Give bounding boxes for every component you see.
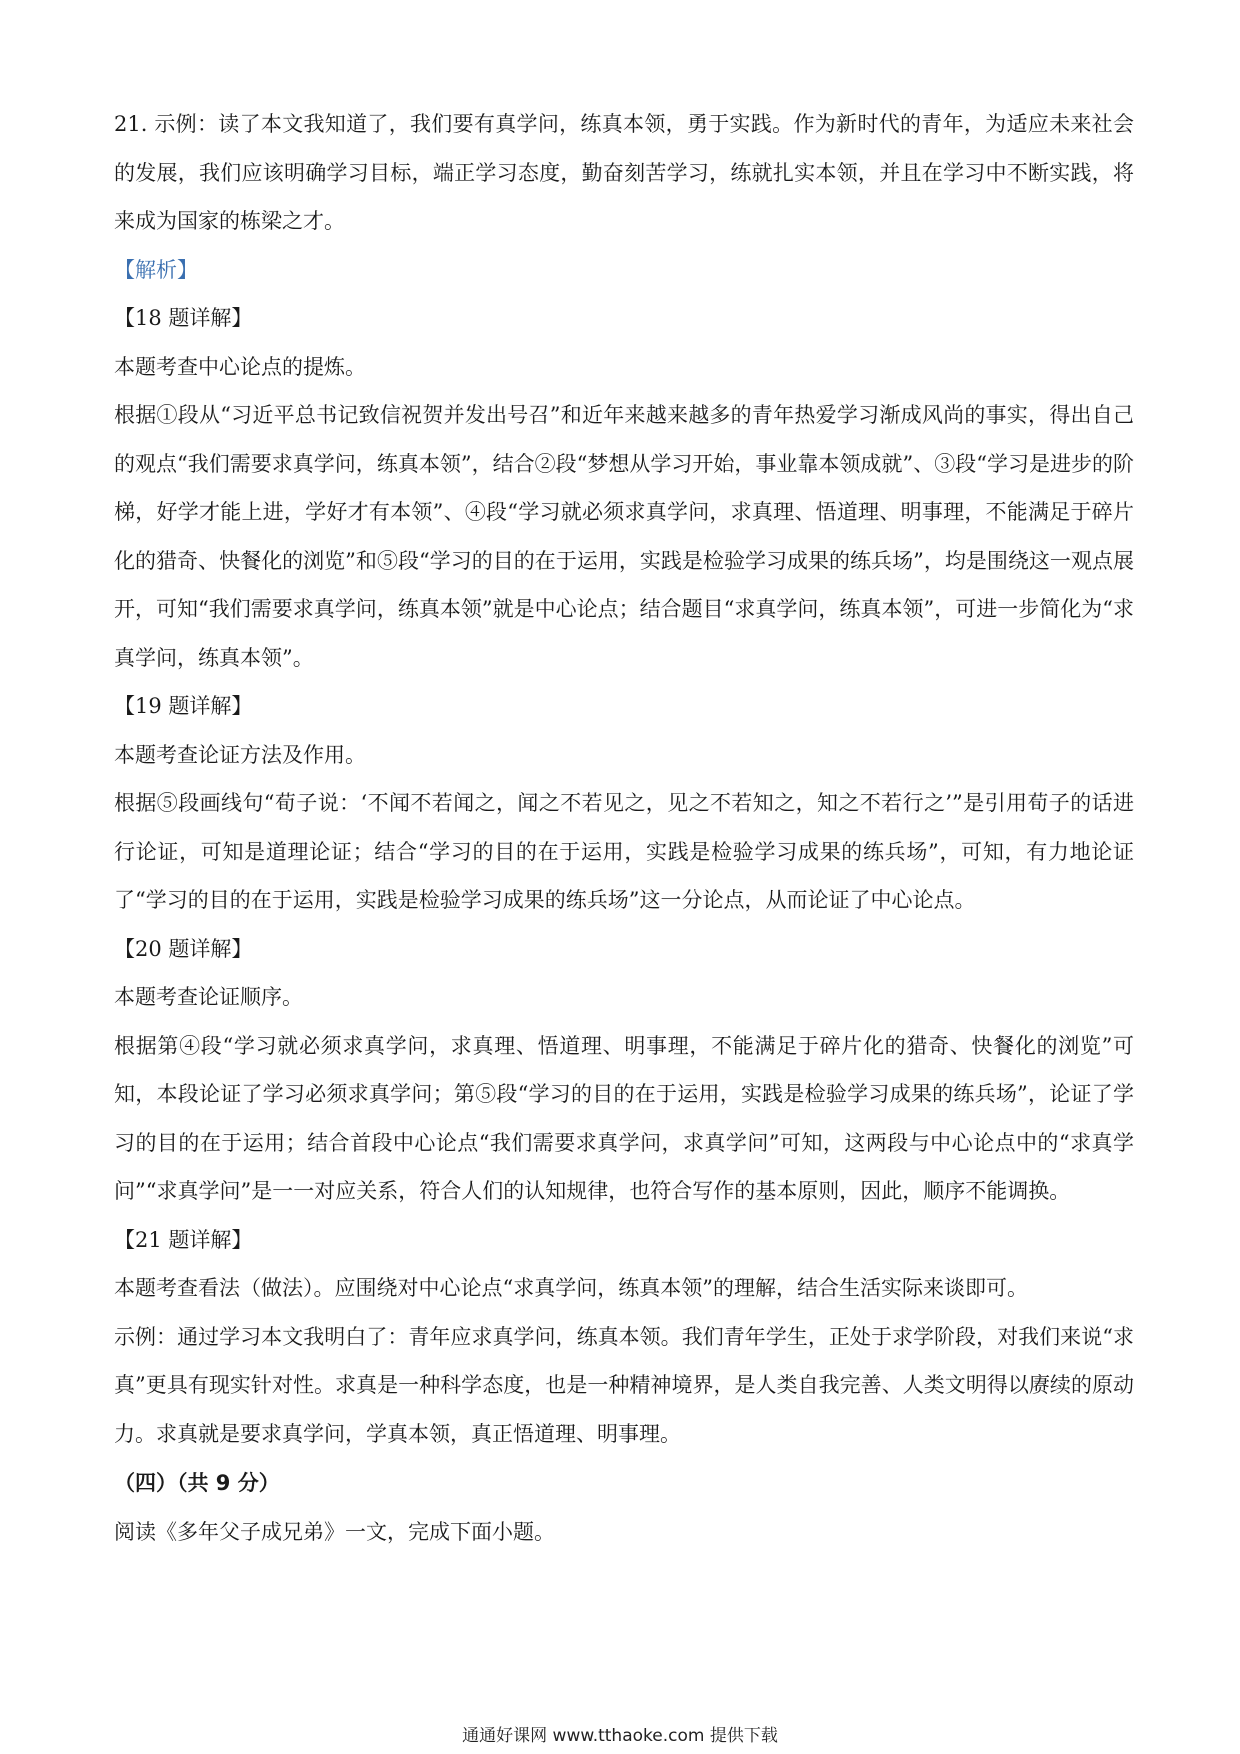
q18-heading: 【18 题详解】 <box>114 306 253 330</box>
section-4-instruction: 阅读《多年父子成兄弟》一文，完成下面小题。 <box>114 1520 555 1544</box>
q20-focus: 本题考查论证顺序。 <box>114 985 303 1009</box>
q18-body: 根据①段从“习近平总书记致信祝贺并发出号召”和近年来越来越多的青年热爱学习渐成风尚的事实，得出自己的观点“我们需要求真学问，练真本领”，结合②段“梦想从学习开始，事业靠本领成就”、③段“学习是进步的阶梯，好学才能上进，学好才有本领”、④段“学习就必须求真学问，求真理、悟道理、明事理，不能满足于碎片化的猎奇、快餐化的浏览”和⑤段“学习的目的在于运用，实践是检验学习成果的练兵场”，均是围绕这一观点展开，可知“我们需要求真学问，练真本领”就是中心论点；结合题目“求真学问，练真本领”，可进一步简化为“求真学问，练真本领”。 <box>114 403 1134 670</box>
page-footer: 通通好课网 www.tthaoke.com 提供下载 <box>462 1726 778 1746</box>
answer-21-paragraph: 21. 示例：读了本文我知道了，我们要有真学问，练真本领，勇于实践。作为新时代的青年，为适应未来社会的发展，我们应该明确学习目标，端正学习态度，勤奋刻苦学习，练就扎实本领，并且在学习中不断实践，将来成为国家的栋梁之才。 <box>114 112 1134 233</box>
document-page <box>114 100 1134 1557</box>
q21-focus: 本题考查看法（做法）。应围绕对中心论点“求真学问，练真本领”的理解，结合生活实际来谈即可。 <box>114 1276 1028 1300</box>
section-4-title: （四）（共 9 分） <box>114 1471 280 1495</box>
q19-body: 根据⑤段画线句“荀子说：‘不闻不若闻之，闻之不若见之，见之不若知之，知之不若行之’”是引用荀子的话进行论证，可知是道理论证；结合“学习的目的在于运用，实践是检验学习成果的练兵场”，可知，有力地论证了“学习的目的在于运用，实践是检验学习成果的练兵场”这一分论点，从而论证了中心论点。 <box>114 791 1134 912</box>
q20-heading: 【20 题详解】 <box>114 936 253 961</box>
analysis-label: 【解析】 <box>114 257 198 282</box>
q19-heading: 【19 题详解】 <box>114 694 253 718</box>
q18-focus: 本题考查中心论点的提炼。 <box>114 354 366 379</box>
q21-heading: 【21 题详解】 <box>114 1227 253 1252</box>
q19-focus: 本题考查论证方法及作用。 <box>114 742 366 767</box>
q21-body: 示例：通过学习本文我明白了：青年应求真学问，练真本领。我们青年学生，正处于求学阶段，对我们来说“求真”更具有现实针对性。求真是一种科学态度，也是一种精神境界，是人类自我完善、人类文明得以赓续的原动力。求真就是要求真学问，学真本领，真正悟道理、明事理。 <box>114 1324 1134 1446</box>
q20-body: 根据第④段“学习就必须求真学问，求真理、悟道理、明事理，不能满足于碎片化的猎奇、快餐化的浏览”可知，本段论证了学习必须求真学问；第⑤段“学习的目的在于运用，实践是检验学习成果的练兵场”，论证了学习的目的在于运用；结合首段中心论点“我们需要求真学问，求真学问”可知，这两段与中心论点中的“求真学问”“求真学问”是一一对应关系，符合人们的认知规律，也符合写作的基本原则，因此，顺序不能调换。 <box>114 1033 1134 1203</box>
